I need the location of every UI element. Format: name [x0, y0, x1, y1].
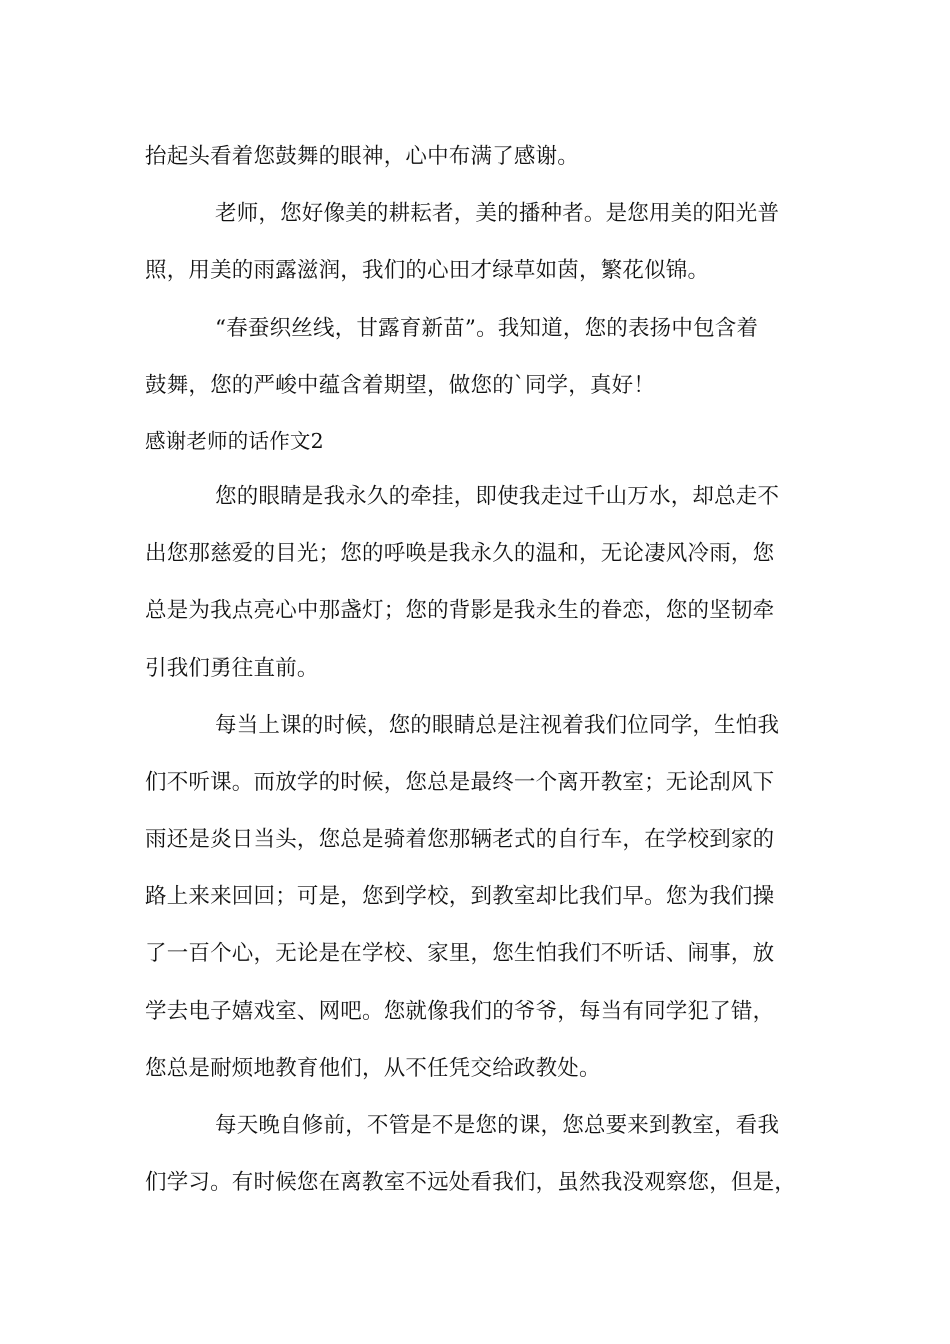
- text-line: 总是为我点亮心中那盏灯；您的背影是我永生的眷恋，您的坚韧牵: [145, 598, 775, 624]
- text-line: 了一百个心，无论是在学校、家里，您生怕我们不听话、闹事，放: [145, 941, 775, 967]
- text-line: 学去电子嬉戏室、网吧。您就像我们的爷爷，每当有同学犯了错，: [145, 998, 775, 1024]
- text-line: 雨还是炎日当头，您总是骑着您那辆老式的自行车，在学校到家的: [145, 827, 775, 853]
- paragraph-first-line: 每当上课的时候，您的眼睛总是注视着我们位同学，生怕我: [215, 712, 780, 738]
- document-body: [145, 128, 835, 1211]
- paragraph-first-line: 老师，您好像美的耕耘者，美的播种者。是您用美的阳光普: [215, 201, 780, 227]
- paragraph-first-line: “春蚕织丝线，甘露育新苗”。我知道，您的表扬中包含着: [215, 315, 759, 341]
- text-line: 们学习。有时候您在离教室不远处看我们，虽然我没观察您，但是，: [145, 1170, 797, 1196]
- text-line: 抬起头看着您鼓舞的眼神，心中布满了感谢。: [145, 144, 580, 169]
- paragraph-first-line: 您的眼睛是我永久的牵挂，即使我走过千山万水，却总走不: [215, 483, 780, 509]
- text-line: 您总是耐烦地教育他们，从不任凭交给政教处。: [145, 1055, 601, 1081]
- paragraph-first-line: 每天晚自修前，不管是不是您的课，您总要来到教室，看我: [215, 1113, 780, 1138]
- text-line: 出您那慈爱的目光；您的呼唤是我永久的温和，无论凄风冷雨，您: [145, 541, 775, 567]
- text-line: 们不听课。而放学的时候，您总是最终一个离开教室；无论刮风下: [145, 769, 775, 795]
- text-line: 引我们勇往直前。: [145, 655, 319, 681]
- text-line: 路上来来回回；可是，您到学校，到教室却比我们早。您为我们操: [145, 884, 775, 910]
- text-line: 鼓舞，您的严峻中蕴含着期望，做您的`同学，真好！: [145, 372, 656, 398]
- text-line: 照，用美的雨露滋润，我们的心田才绿草如茵，繁花似锦。: [145, 258, 710, 284]
- section-heading: 感谢老师的话作文2: [145, 428, 324, 453]
